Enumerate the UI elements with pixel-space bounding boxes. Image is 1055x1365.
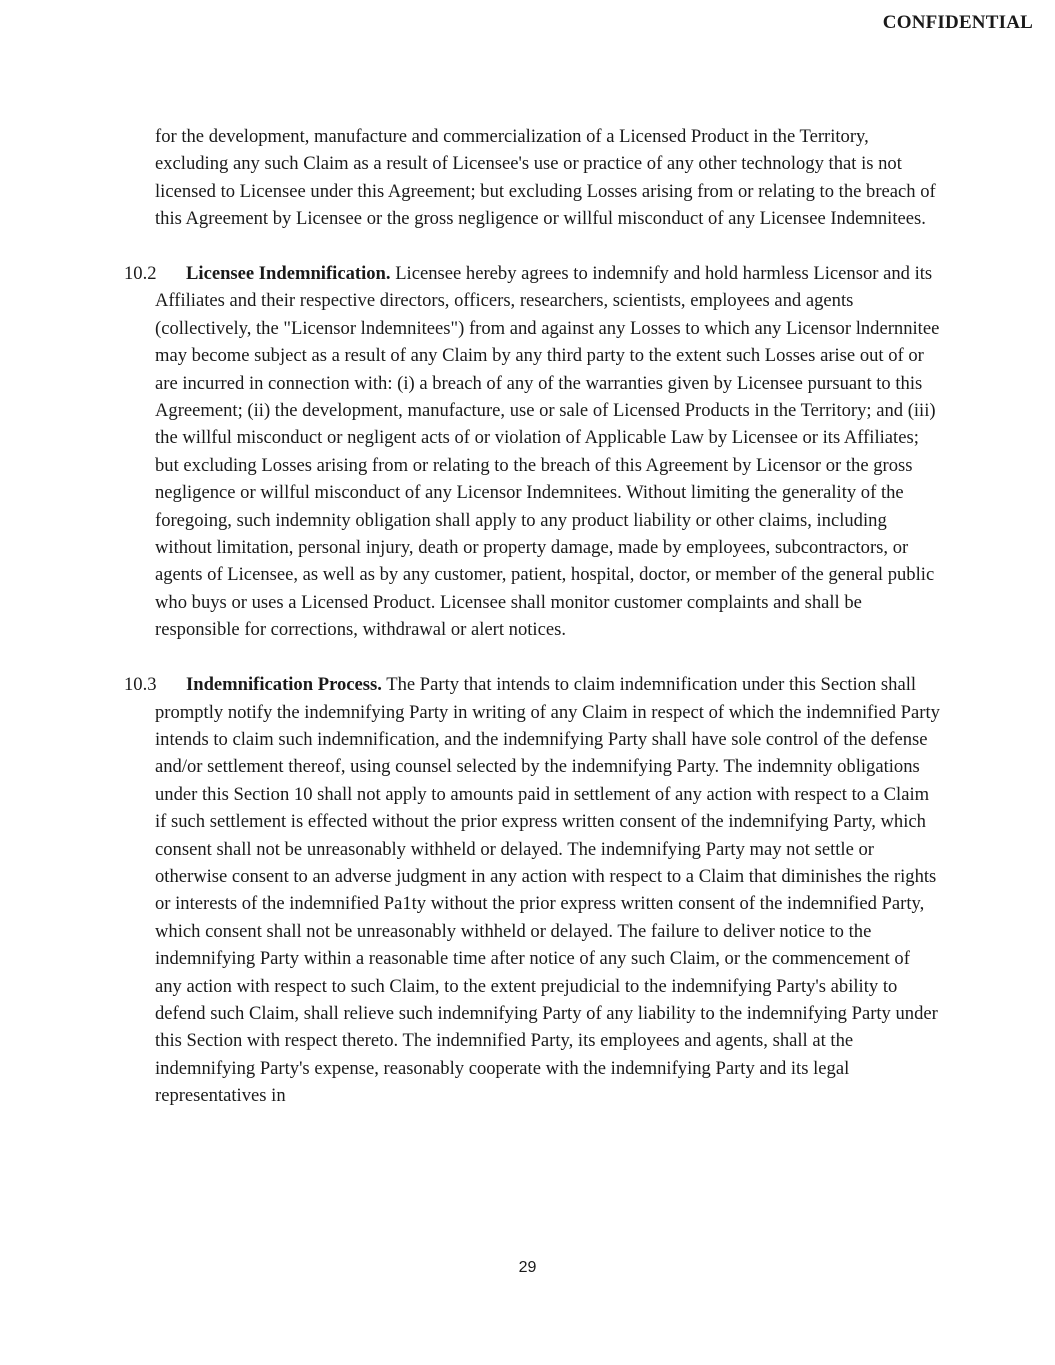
section-text: The Party that intends to claim indemnification under this Section shall promptly notify the indemnifying Party in writing of any Claim in respect of which the indemnified Party intends to claim such indemnification, and the indemnifying Party shall have sole control of the defense and/or settlement thereof, using counsel selected by the indemnifying Party. The indemnity obligations under this Section 10 shall not apply to amounts paid in settlement of any action with respect to a Claim if such settlement is effected without the prior express written consent of the indemnifying Party, which consent shall not be unreasonably withheld or delayed. The indemnifying Party may not settle or otherwise consent to an adverse judgment in any action with respect to a Claim that diminishes the rights or interests of the indemnified Pa1ty without the prior express written consent of the indemnified Party, which consent shall not be unreasonably withheld or delayed. The failure to deliver notice to the indemnifying Party within a reasonable time after notice of any such Claim, or the commencement of any action with respect to such Claim, to the extent prejudicial to the indemnifying Party's ability to defend such Claim, shall relieve such indemnifying Party of any liability to the indemnifying Party under this Section with respect thereto. The indemnified Party, its employees and agents, shall at the indemnifying Party's expense, reasonably cooperate with the indemnifying Party and its legal representatives in <box>155 674 940 1107</box>
page-number: 29 <box>518 1259 537 1276</box>
section-paragraph <box>155 671 940 1110</box>
section-number: 10.3 <box>124 674 157 696</box>
section-paragraph <box>155 260 940 644</box>
confidential-header: CONFIDENTIAL <box>882 12 1033 33</box>
document-body <box>124 123 940 1110</box>
section-heading: Indemnification Process. <box>186 674 382 696</box>
section-text: Licensee hereby agrees to indemnify and hold harmless Licensor and its Affiliates and their respective directors, officers, researchers, scientists, employees and agents (collectively, the "Licensor lndemnitees") from and against any Losses to which any Licensor lndernnitee may become subject as a result of any Claim by any third party to the extent such Losses arise out of or are incurred in connection with: (i) a breach of any of the warranties given by Licensee pursuant to this Agreement; (ii) the development, manufacture, use or sale of Licensed Products in the Territory; and (iii) the willful misconduct or negligent acts of or violation of Applicable Law by Licensee or its Affiliates; but excluding Losses arising from or relating to the breach of this Agreement by Licensor or the gross negligence or willful misconduct of any Licensor Indemnitees. Without limiting the generality of the foregoing, such indemnity obligation shall apply to any product liability or other claims, including without limitation, personal injury, death or property damage, made by employees, subcontractors, or agents of Licensee, as well as by any customer, patient, hospital, doctor, or member of the general public who buys or uses a Licensed Product. Licensee shall monitor customer complaints and shall be responsible for corrections, withdrawal or alert notices. <box>155 263 940 641</box>
section-number: 10.2 <box>124 263 157 285</box>
section-10-2 <box>124 260 940 644</box>
section-10-3 <box>124 671 940 1110</box>
continuation-paragraph: for the development, manufacture and commercialization of a Licensed Product in the Territory, excluding any such Claim as a result of Licensee's use or practice of any other technology that is not licensed to Licensee under this Agreement; but excluding Losses arising from or relating to the breach of this Agreement by Licensee or the gross negligence or willful misconduct of any Licensee Indemnitees. <box>155 126 936 230</box>
section-heading: Licensee Indemnification. <box>186 263 391 285</box>
